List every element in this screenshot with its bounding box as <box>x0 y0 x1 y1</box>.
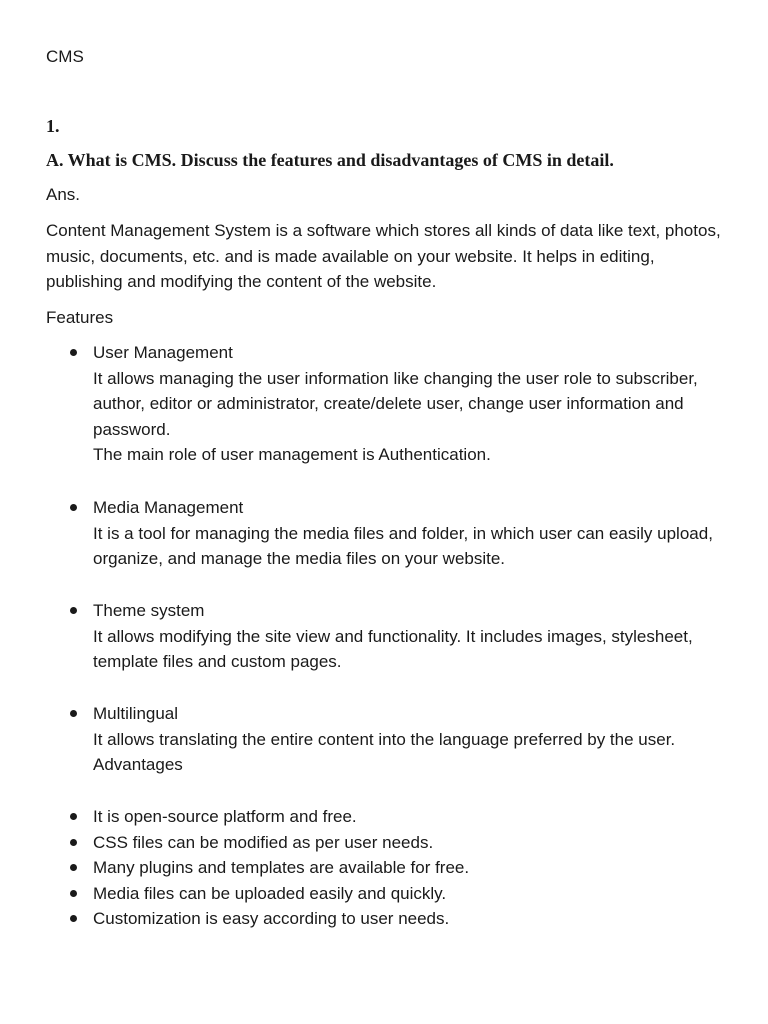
question-number: 1. <box>46 116 60 136</box>
feature-description: It allows modifying the site view and functionality. It includes images, stylesheet, template files and custom pages. <box>93 626 693 671</box>
question-title: A. What is CMS. Discuss the features and disadvantages of CMS in detail. <box>46 150 614 170</box>
feature-title: Theme system <box>93 601 205 620</box>
advantage-text: It is open-source platform and free. <box>93 807 357 826</box>
feature-list-theme-system <box>46 598 722 675</box>
answer-label: Ans. <box>46 185 81 204</box>
feature-description: The main role of user management is Authentication. <box>93 445 491 464</box>
advantage-item <box>46 881 722 907</box>
bullet-icon <box>70 813 77 820</box>
bullet-icon <box>70 710 77 717</box>
advantage-text: Media files can be uploaded easily and quickly. <box>93 883 447 903</box>
bullet-icon <box>70 864 77 871</box>
feature-description: It allows managing the user information like changing the user role to subscriber, author, editor or administrator, create/delete user, change user information and password. <box>93 368 698 439</box>
features-heading: Features <box>46 308 114 327</box>
bullet-icon <box>70 504 77 511</box>
bullet-icon <box>70 607 77 614</box>
feature-item <box>46 598 722 675</box>
feature-list-media-management <box>46 495 722 572</box>
bullet-icon <box>70 349 77 356</box>
feature-title: Multilingual <box>93 704 179 723</box>
advantage-text: Customization is easy according to user needs. <box>93 909 450 928</box>
advantage-item <box>46 830 722 856</box>
feature-list-multilingual <box>46 701 722 778</box>
advantage-text: CSS files can be modified as per user needs. <box>93 832 434 852</box>
feature-description: It allows translating the entire content into the language preferred by the user. <box>93 729 676 749</box>
document-header: CMS <box>46 47 84 66</box>
feature-item <box>46 701 722 778</box>
advantage-text: Many plugins and templates are available for free. <box>93 858 470 877</box>
advantage-item <box>46 855 722 881</box>
feature-item <box>46 340 722 468</box>
intro-paragraph: Content Management System is a software which stores all kinds of data like text, photos, music, documents, etc. and is made available on your website. It helps in editing, publishing and modifying the content of the website. <box>46 221 721 291</box>
bullet-icon <box>70 915 77 922</box>
advantage-item <box>46 804 722 830</box>
feature-item <box>46 495 722 572</box>
feature-title: User Management <box>93 343 233 362</box>
bullet-icon <box>70 839 77 846</box>
advantages-list <box>46 804 722 932</box>
feature-description: It is a tool for managing the media files and folder, in which user can easily upload, organize, and manage the media files on your website. <box>93 523 713 568</box>
bullet-icon <box>70 890 77 897</box>
advantages-heading: Advantages <box>93 755 183 774</box>
feature-list-user-management <box>46 340 722 468</box>
advantage-item <box>46 906 722 932</box>
feature-title: Media Management <box>93 498 244 517</box>
